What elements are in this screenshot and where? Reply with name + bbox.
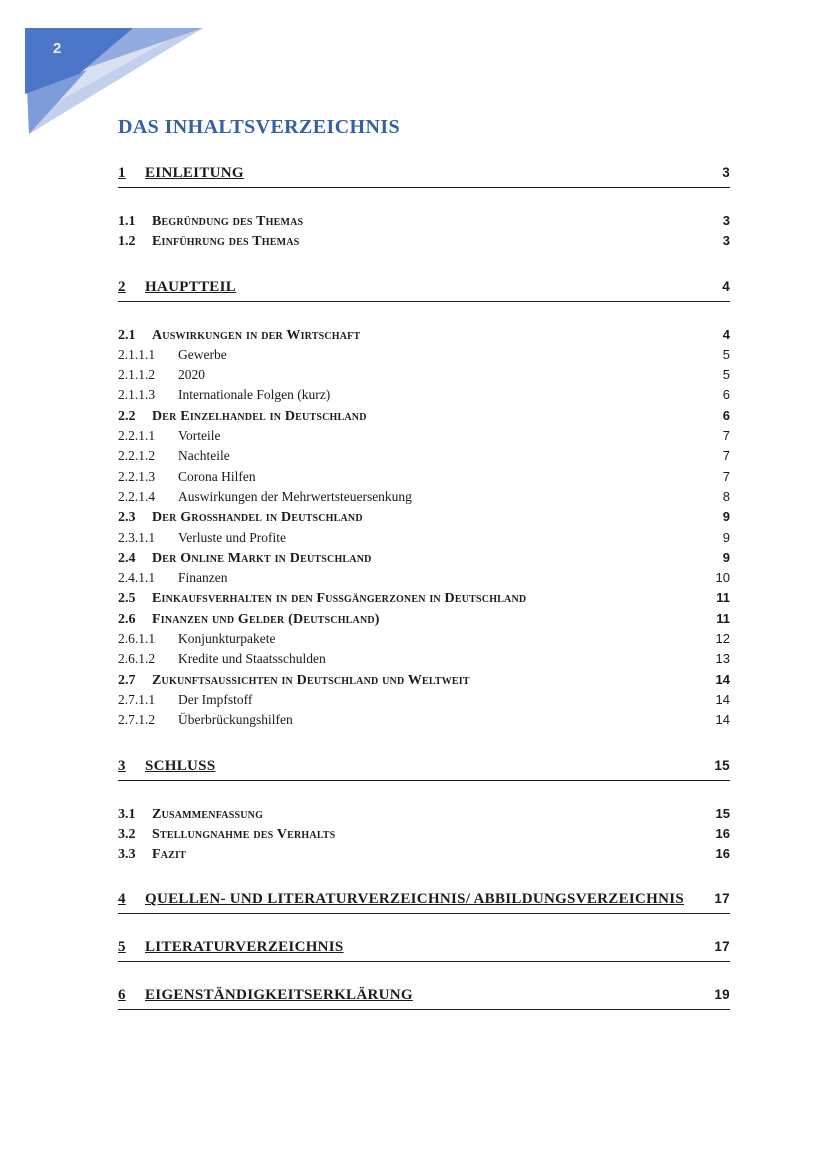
toc-entry-number: 2.1 — [118, 327, 136, 343]
toc-entry-page: 6 — [722, 387, 730, 403]
toc-entry-page: 17 — [714, 939, 730, 955]
toc-entry-number: 2.7.1.2 — [118, 712, 156, 728]
toc-entry[interactable] — [118, 891, 730, 914]
toc-entry[interactable] — [118, 165, 730, 188]
toc-entry[interactable] — [118, 327, 730, 347]
toc-entry-label: EIGENSTÄNDIGKEITSERKLÄRUNG — [145, 987, 413, 1004]
toc-entry-label: Der Einzelhandel in Deutschland — [152, 408, 367, 424]
toc-entry-label: Zusammenfassung — [152, 806, 264, 822]
toc-entry-page: 16 — [715, 846, 730, 862]
toc-entry-label: Auswirkungen in der Wirtschaft — [152, 327, 361, 343]
toc-entry-label: Einkaufsverhalten in den Fußgängerzonen in Deutschland — [152, 591, 527, 607]
toc-entry-page: 14 — [715, 671, 730, 687]
toc-entry-number: 2.2.1.3 — [118, 468, 156, 484]
toc-page — [118, 116, 730, 1035]
toc-entry-page: 7 — [722, 448, 730, 464]
toc-entry-number: 2.6.1.1 — [118, 631, 156, 647]
toc-entry[interactable] — [118, 631, 730, 651]
toc-entry-page: 12 — [715, 631, 730, 647]
toc-entry-page: 13 — [715, 651, 730, 667]
toc-entry-page: 5 — [722, 346, 730, 362]
toc-entry-label: Fazit — [152, 847, 187, 863]
toc-entry-page: 3 — [722, 213, 730, 228]
toc-entry[interactable] — [118, 428, 730, 448]
toc-entry-page: 9 — [722, 529, 730, 545]
toc-entry-number: 2.2.1.4 — [118, 488, 156, 504]
toc-entry-number: 5 — [118, 939, 126, 956]
toc-entry-number: 2.2.1.2 — [118, 448, 156, 464]
toc-entry-label: QUELLEN- UND LITERATURVERZEICHNIS/ ABBILDUNGSVERZEICHNIS — [145, 891, 685, 908]
toc-entry-page: 9 — [722, 549, 730, 565]
toc-entry-label: 2020 — [178, 367, 205, 383]
toc-entry-number: 2.1.1.3 — [118, 387, 156, 403]
toc-entry[interactable] — [118, 611, 730, 631]
toc-entry-page: 6 — [722, 407, 730, 423]
toc-entry-page: 15 — [714, 757, 730, 773]
toc-entry[interactable] — [118, 279, 730, 302]
toc-entry-label: Der Impfstoff — [178, 691, 253, 707]
toc-entry[interactable] — [118, 846, 730, 866]
toc-entry-label: Stellungnahme des Verhalts — [152, 826, 336, 842]
toc-entry[interactable] — [118, 213, 730, 233]
toc-entry-label: Finanzen — [178, 570, 228, 586]
toc-entry-page: 15 — [715, 805, 730, 821]
toc-entry-label: Vorteile — [178, 428, 221, 444]
toc-entry-number: 1.2 — [118, 234, 136, 250]
toc-entry[interactable] — [118, 408, 730, 428]
toc-entry[interactable] — [118, 806, 730, 826]
toc-entry-label: Begründung des Themas — [152, 214, 304, 229]
toc-entry-page: 3 — [722, 165, 730, 180]
toc-entry-label: Konjunkturpakete — [178, 631, 276, 647]
toc-entry[interactable] — [118, 530, 730, 550]
toc-entry-number: 6 — [118, 987, 126, 1004]
toc-entry-page: 14 — [715, 691, 730, 707]
toc-entry-page: 5 — [722, 367, 730, 383]
toc-entry-number: 2.5 — [118, 591, 136, 607]
toc-entry-label: Gewerbe — [178, 346, 227, 362]
toc-entry-label: Der Großhandel in Deutschland — [152, 510, 363, 526]
toc-entry-label: Verluste und Profite — [178, 529, 286, 545]
toc-entry-number: 2.2.1.1 — [118, 428, 156, 444]
toc-list — [118, 165, 730, 1010]
toc-entry-label: Kredite und Staatsschulden — [178, 651, 326, 667]
toc-entry-number: 3.1 — [118, 806, 136, 822]
toc-entry-label: Einführung des Themas — [152, 234, 300, 250]
toc-entry-label: Corona Hilfen — [178, 468, 256, 484]
toc-entry-number: 1.1 — [118, 214, 136, 229]
toc-entry-number: 2 — [118, 278, 126, 295]
toc-entry-label: Internationale Folgen (kurz) — [178, 387, 331, 403]
toc-entry-page: 11 — [716, 590, 730, 606]
toc-entry-page: 16 — [715, 825, 730, 841]
toc-entry-label: Zukunftsaussichten in Deutschland und Weltweit — [152, 672, 470, 688]
toc-entry-number: 2.7 — [118, 672, 136, 688]
toc-entry-page: 8 — [722, 488, 730, 504]
toc-entry-number: 2.1.1.1 — [118, 346, 156, 362]
toc-entry-page: 7 — [722, 428, 730, 444]
toc-entry-page: 17 — [714, 891, 730, 907]
toc-entry-label: EINLEITUNG — [145, 165, 244, 181]
toc-entry-page: 7 — [722, 468, 730, 484]
toc-entry[interactable] — [118, 233, 730, 253]
toc-entry-number: 2.1.1.2 — [118, 367, 156, 383]
toc-entry-number: 2.4.1.1 — [118, 570, 156, 586]
toc-entry-label: Nachteile — [178, 448, 230, 464]
toc-entry[interactable] — [118, 672, 730, 692]
toc-entry-number: 2.2 — [118, 408, 136, 424]
toc-entry-number: 3.3 — [118, 847, 136, 863]
toc-entry-label: Überbrückungshilfen — [178, 712, 293, 728]
toc-entry-number: 2.6.1.2 — [118, 651, 156, 667]
toc-entry[interactable] — [118, 570, 730, 590]
toc-entry-page: 3 — [722, 233, 730, 249]
toc-entry-number: 3.2 — [118, 826, 136, 842]
toc-entry-page: 4 — [722, 326, 730, 342]
toc-entry[interactable] — [118, 347, 730, 367]
toc-entry[interactable] — [118, 509, 730, 529]
toc-entry-page: 10 — [715, 570, 730, 586]
toc-entry-page: 14 — [715, 712, 730, 728]
toc-entry[interactable] — [118, 469, 730, 489]
toc-entry[interactable] — [118, 939, 730, 962]
toc-entry[interactable] — [118, 758, 730, 781]
toc-entry[interactable] — [118, 712, 730, 732]
toc-entry[interactable] — [118, 651, 730, 671]
toc-entry-label: Der Online Markt in Deutschland — [152, 550, 372, 566]
toc-entry-label: LITERATURVERZEICHNIS — [145, 939, 344, 956]
page-number-badge: 2 — [53, 40, 62, 57]
toc-entry[interactable] — [118, 590, 730, 610]
toc-entry[interactable] — [118, 387, 730, 407]
toc-entry-label: Finanzen und Gelder (Deutschland) — [152, 611, 380, 627]
toc-entry-label: HAUPTTEIL — [145, 278, 237, 295]
toc-entry-page: 11 — [716, 610, 730, 626]
toc-entry[interactable] — [118, 550, 730, 570]
toc-entry-number: 2.3 — [118, 510, 136, 526]
toc-entry-number: 3 — [118, 757, 126, 774]
toc-entry[interactable] — [118, 692, 730, 712]
toc-entry[interactable] — [118, 987, 730, 1010]
toc-entry-label: SCHLUSS — [145, 757, 216, 774]
toc-entry-number: 2.3.1.1 — [118, 529, 156, 545]
page-title: DAS INHALTSVERZEICHNIS — [118, 116, 401, 138]
toc-entry-number: 2.7.1.1 — [118, 691, 156, 707]
toc-entry[interactable] — [118, 367, 730, 387]
toc-entry-number: 2.6 — [118, 611, 136, 627]
toc-entry[interactable] — [118, 826, 730, 846]
toc-entry-page: 9 — [722, 509, 730, 525]
toc-entry-page: 4 — [722, 278, 730, 294]
toc-entry-page: 19 — [714, 987, 730, 1003]
toc-entry-number: 1 — [118, 165, 126, 181]
toc-entry-number: 4 — [118, 891, 126, 908]
toc-entry[interactable] — [118, 489, 730, 509]
toc-entry-number: 2.4 — [118, 550, 136, 566]
toc-entry[interactable] — [118, 448, 730, 468]
toc-entry-label: Auswirkungen der Mehrwertsteuersenkung — [178, 488, 412, 504]
